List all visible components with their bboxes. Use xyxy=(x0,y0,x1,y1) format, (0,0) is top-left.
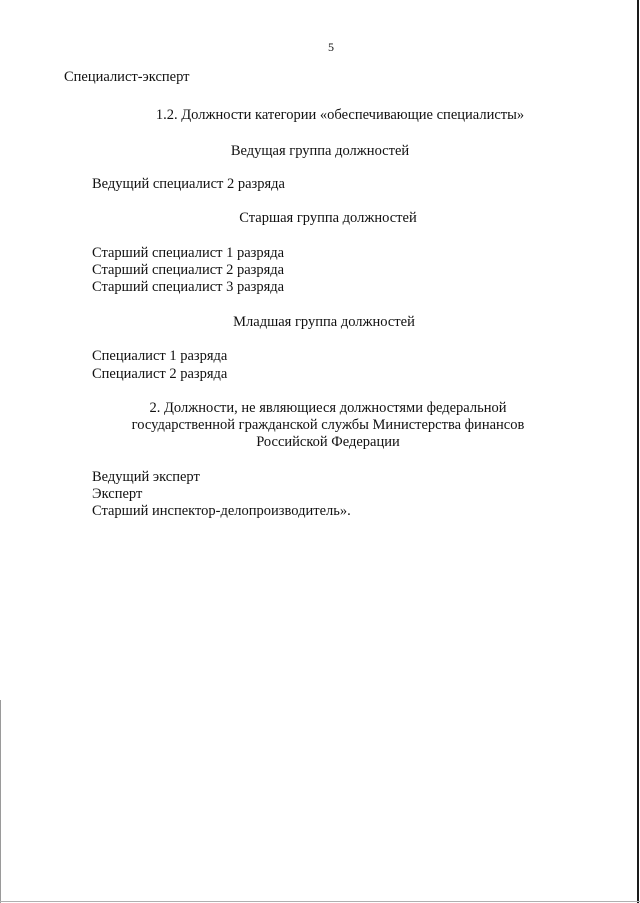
position-senior-3: Старший специалист 3 разряда xyxy=(92,279,285,295)
position-senior-2: Старший специалист 2 разряда xyxy=(92,262,285,278)
group-title-junior: Младшая группа должностей xyxy=(233,314,415,330)
position-leading-1: Ведущий специалист 2 разряда xyxy=(92,176,285,192)
scan-edge-left xyxy=(0,700,1,903)
section-2-heading-line-3: Российской Федерации xyxy=(256,434,400,450)
section-1-2-heading: 1.2. Должности категории «обеспечивающие специалисты» xyxy=(155,107,525,123)
position-junior-1: Специалист 1 разряда xyxy=(92,348,228,364)
position-junior-2: Специалист 2 разряда xyxy=(92,366,228,382)
page-number: 5 xyxy=(328,40,334,54)
section-2-heading-line-1: 2. Должности, не являющиеся должностями федеральной xyxy=(149,400,507,416)
position-non-civil-1: Ведущий эксперт xyxy=(92,469,200,485)
position-senior-1: Старший специалист 1 разряда xyxy=(92,245,285,261)
position-non-civil-2: Эксперт xyxy=(92,486,143,502)
group-title-senior: Старшая группа должностей xyxy=(239,210,417,226)
scan-edge-right xyxy=(637,0,639,903)
intro-position: Специалист-эксперт xyxy=(64,69,190,85)
section-2-heading-line-2: государственной гражданской службы Министерства финансов xyxy=(131,417,525,433)
group-title-leading: Ведущая группа должностей xyxy=(230,143,410,159)
scan-edge-bottom xyxy=(0,901,640,902)
position-non-civil-3: Старший инспектор-делопроизводитель». xyxy=(92,503,351,519)
